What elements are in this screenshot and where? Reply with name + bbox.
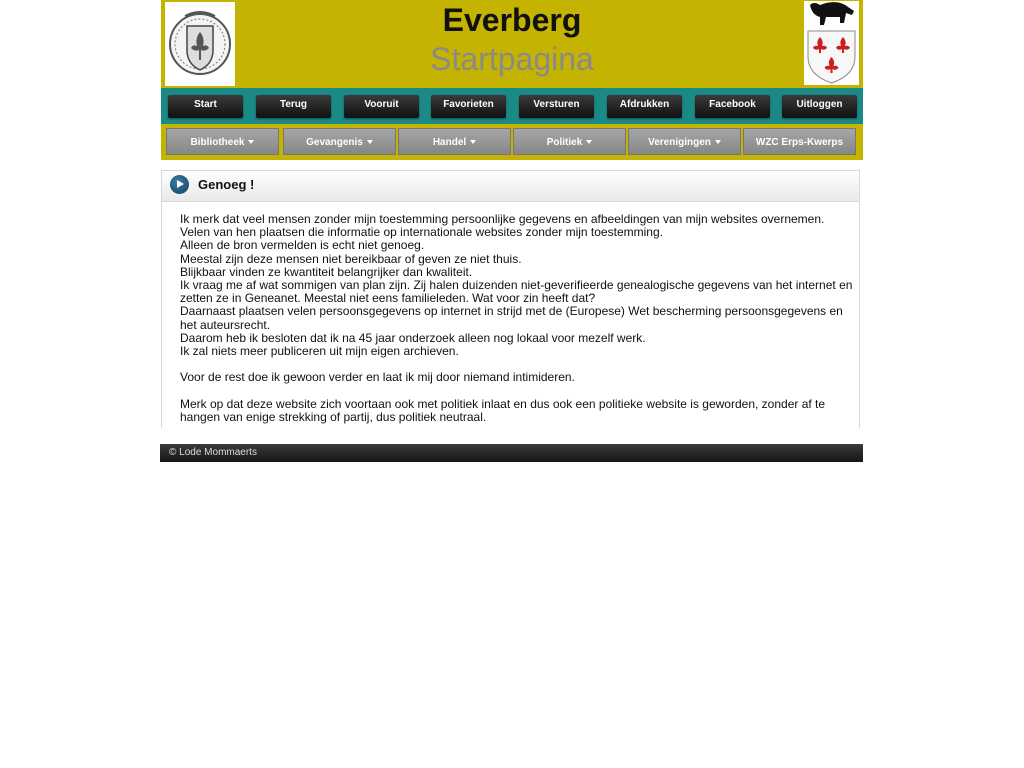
site-title: Everberg [442,2,582,38]
nav-back-button[interactable]: Terug [256,95,331,118]
text-line: Ik vraag me af wat sommigen van plan zijn. Zij halen duizenden niet-geverifieerde genealogische gegevens van het internet en zetten ze in Geneanet. Meestal niet eens familieleden. Wat voor zin heeft dat? [180,278,853,306]
panel-title: Genoeg ! [198,177,255,192]
text-line: Velen van hen plaatsen die informatie op internationale websites zonder mijn toestemming. [180,225,663,240]
text-line: Ik zal niets meer publiceren uit mijn eigen archieven. [180,344,459,359]
menu-label: Handel [432,137,467,148]
menu-label: Bibliotheek [190,137,245,148]
coat-of-arms-icon [804,1,859,85]
caret-down-icon [470,140,476,144]
paragraph-gap [180,385,856,398]
caret-down-icon [248,140,254,144]
menu-bibliotheek[interactable] [166,128,279,155]
site-footer [160,444,863,462]
caret-down-icon [367,140,373,144]
menu-label: Gevangenis [306,137,363,148]
text-line: Meestal zijn deze mensen niet bereikbaar of geven ze niet thuis. [180,251,522,266]
play-icon [170,175,189,194]
nav-print-button[interactable]: Afdrukken [607,95,682,118]
nav-forward-button[interactable]: Vooruit [344,95,419,118]
text-line: Blijkbaar vinden ze kwantiteit belangrijker dan kwaliteit. [180,264,473,279]
menu-label: WZC Erps-Kwerps [755,137,844,148]
nav-send-button[interactable]: Versturen [519,95,594,118]
nav-start-button[interactable]: Start [168,95,243,118]
main-navbar [161,88,863,124]
text-line: Daarnaast plaatsen velen persoonsgegevens op internet in strijd met de (Europese) Wet bescherming persoonsgegevens en het auteursrecht. [180,304,843,332]
panel-header [162,171,859,202]
caret-down-icon [715,140,721,144]
page-subtitle: Startpagina [430,41,594,77]
panel-body [180,213,856,424]
menu-label: Politiek [546,137,583,148]
caret-down-icon [586,140,592,144]
content-panel [161,170,860,428]
text-paragraph: Voor de rest doe ik gewoon verder en laat ik mij door niemand intimideren. [180,370,575,385]
text-line: Alleen de bron vermelden is echt niet genoeg. [180,238,425,253]
category-navbar [161,124,863,160]
copyright-text: © Lode Mommaerts [169,447,257,458]
nav-facebook-button[interactable]: Facebook [695,95,770,118]
menu-label: Verenigingen [648,137,711,148]
site-header [161,0,863,88]
nav-favorites-button[interactable]: Favorieten [431,95,506,118]
menu-politiek[interactable] [513,128,626,155]
text-paragraph: Merk op dat deze website zich voortaan ook met politiek inlaat en dus ook een politieke website is geworden, zonder af te hangen van enige strekking of partij, dus politiek neutraal. [180,396,826,425]
menu-verenigingen[interactable] [628,128,741,155]
text-line: Ik merk dat veel mensen zonder mijn toestemming persoonlijke gegevens en afbeeldingen van mijn websites overnemen. [180,212,825,226]
menu-handel[interactable] [398,128,511,155]
nav-logout-button[interactable]: Uitloggen [782,95,857,118]
menu-gevangenis[interactable] [283,128,396,155]
text-line: Daarom heb ik besloten dat ik na 45 jaar onderzoek alleen nog lokaal voor mezelf werk. [180,330,646,345]
menu-wzc-erps-kwerps[interactable] [743,128,856,155]
